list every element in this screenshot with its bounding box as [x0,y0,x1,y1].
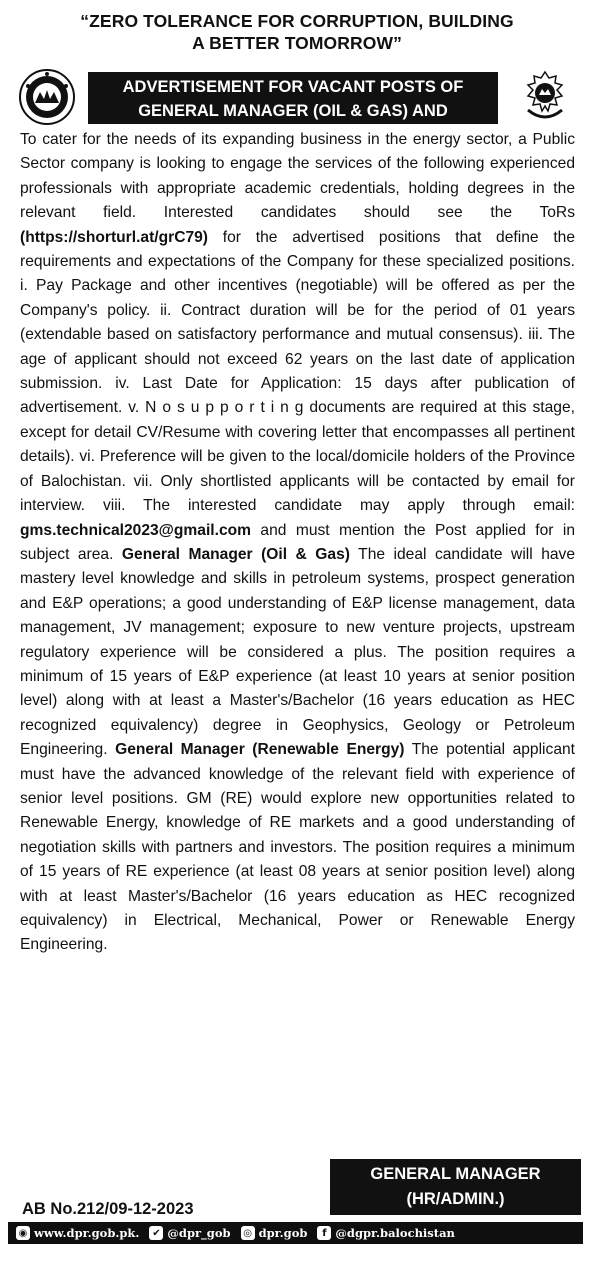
footer-twitter[interactable] [149,1226,230,1240]
body-subject-note: and must mention the Post applied for in subject area. [20,521,575,563]
signatory-title: GENERAL MANAGER [370,1165,541,1183]
body-terms: for the advertised positions that define the requirements and expectations of the Company for these specialized positions. i. Pay Package and other incentives (negotiable) will be offered as per the Company's policy. ii. Contract duration will be for the period of 01 years (extendable based on satisfactory performance and mutual consensus). iii. The age of applicant should not exceed 62 years on the last date of application submission. iv. Last Date for Application: 15 days after publication of advertisement. v. N o s u p p o r t i n g documents are required at this stage, except for detail CV/Resume with covering letter that encompasses all pertinent details). vi. Preference will be given to the local/domicile holders of the Province of Balochistan. vii. Only shortlisted applicants will be contacted by email for interview. viii. The interested candidate may apply through email: [20,228,575,515]
balochistan-emblem-icon [18,68,76,126]
advertisement-number: AB No.212/09-12-2023 [22,1200,194,1218]
slogan [62,10,532,54]
government-seal-icon [516,68,574,126]
facebook-text: @dgpr.balochistan [335,1226,455,1240]
footer-facebook[interactable] [317,1226,455,1240]
heading-line-1: ADVERTISEMENT FOR VACANT POSTS OF [122,78,464,96]
signatory-department: (HR/ADMIN.) [406,1190,505,1208]
facebook-icon: f [317,1226,331,1240]
signatory-block [330,1159,581,1215]
body-oil-gas-requirements: The ideal candidate will have mastery level knowledge and skills in petroleum systems, prospect generation and E&P operations; a good understanding of E&P license management, data management, JV management; exposure to new venture projects, upstream regulatory experience will be considered a plus. The position requires a minimum of 15 years of E&P experience (at least 10 years at senior position level) along with at least a Master's/Bachelor (16 years education as HEC recognized equivalency) degree in Geophysics, Geology or Petroleum Engineering. [20,545,576,759]
advertisement-body [20,128,575,958]
body-renewable-requirements: The potential applicant must have the advanced knowledge of the relevant field with experience of senior level positions. GM (RE) would explore new opportunities related to Renewable Energy, knowledge of RE markets and a good understanding of negotiation skills with partners and investors. The position requires a minimum of 15 years of RE experience (at least 08 years at senior position level) along with at least Master's/Bachelor (16 years education as HEC recognized equivalency) in Electrical, Mechanical, Power or Renewable Energy Engineering. [20,741,575,954]
tors-link[interactable]: (https://shorturl.at/grC79) [20,228,208,246]
footer-website[interactable] [16,1226,139,1240]
twitter-icon: ✔ [149,1226,163,1240]
social-footer [8,1222,583,1244]
twitter-text: @dpr_gob [167,1226,231,1240]
website-text: www.dpr.gob.pk. [34,1226,140,1240]
instagram-text: dpr.gob [258,1226,308,1240]
slogan-line-1: “ZERO TOLERANCE FOR CORRUPTION, BUILDING [80,11,514,31]
globe-icon: ◉ [16,1226,30,1240]
slogan-line-2: A BETTER TOMORROW” [192,33,402,53]
application-email[interactable]: gms.technical2023@gmail.com [20,521,252,539]
instagram-icon: ◎ [241,1226,255,1240]
heading-line-2: GENERAL MANAGER (OIL & GAS) AND [138,102,448,120]
footer-instagram[interactable] [241,1226,308,1240]
advertisement-heading [88,72,498,124]
post-title-oil-gas: General Manager (Oil & Gas) [121,545,350,563]
body-intro: To cater for the needs of its expanding business in the energy sector, a Public Sector company is looking to engage the services of the following experienced professionals with appropriate academic credentials, holding degrees in the relevant field. Interested candidates should see the ToRs [20,131,575,222]
post-title-renewable-energy: General Manager (Renewable Energy) [115,741,405,759]
